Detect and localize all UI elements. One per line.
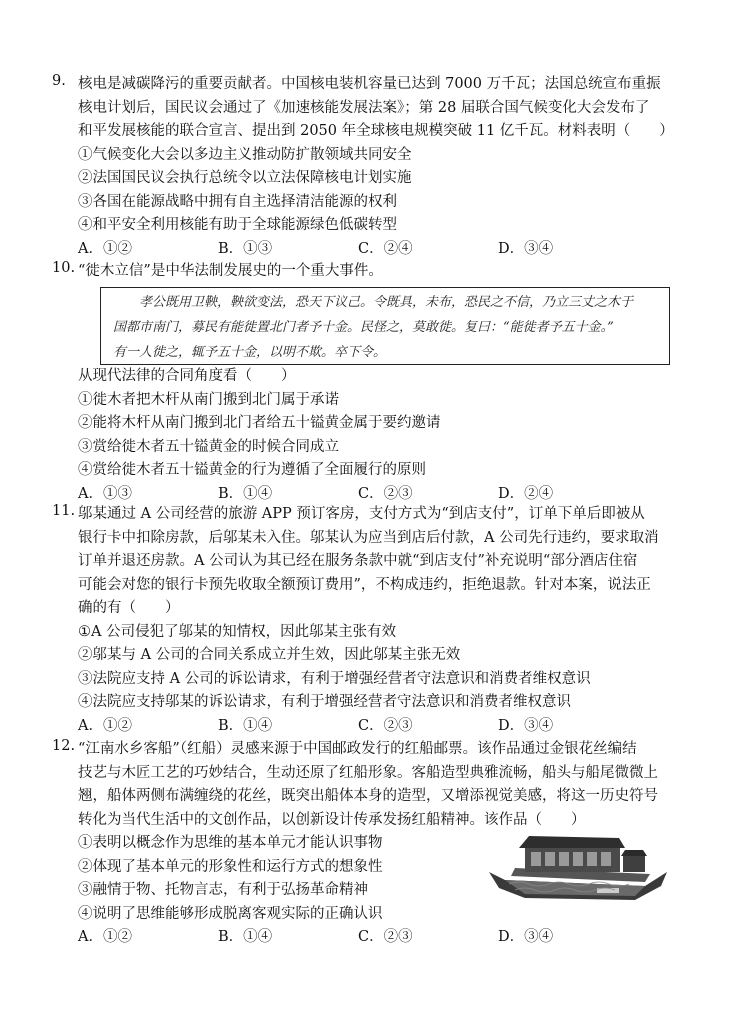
choice-b[interactable]: B．①④ [218, 717, 273, 734]
question-10-body [78, 365, 678, 506]
question-number: 9. [52, 73, 66, 89]
option-3: ③融情于物、托物言志，有利于弘扬革命精神 [78, 882, 368, 898]
stem-line: “徙木立信”是中华法制发展史的一个重大事件。 [78, 263, 383, 279]
question-number: 10. [52, 260, 76, 276]
answer-choices [78, 926, 678, 950]
option-4: ④赏给徙木者五十镒黄金的行为遵循了全面履行的原则 [78, 462, 426, 478]
choice-c[interactable]: C．②③ [358, 485, 413, 502]
option-1: ①气候变化大会以多边主义推动防扩散领域共同安全 [78, 146, 412, 163]
stem-line: 邬某通过 A 公司经营的旅游 APP 预订客房，支付方式为“到店支付”，订单下单后即被从 [78, 506, 645, 522]
choice-a[interactable]: A．①③ [78, 485, 132, 502]
option-3: ③法院应支持 A 公司的诉讼请求，有利于增强经营者守法意识和消费者维权意识 [78, 670, 591, 687]
option-2: ②法国国民议会执行总统令以立法保障核电计划实施 [78, 170, 412, 186]
stem-line: 确的有（ ） [78, 600, 180, 616]
stem-line: 和平发展核能的联合宣言、提出到 2050 年全球核电规模突破 11 亿千瓦。材料表明（ ） [78, 123, 674, 139]
quote-text: 有一人徙之，辄予五十金，以明不欺。卒下令。 [113, 345, 387, 360]
quote-text: 国都市南门，募民有能徙置北门者予十金。民怪之，莫敢徙。复曰：“能徙者予五十金。” [113, 320, 614, 335]
choice-c[interactable]: C．②③ [358, 929, 413, 945]
quote-text: 孝公既用卫鞅，鞅欲变法，恐天下议己。 [139, 295, 374, 310]
quote-text: 令既具，未布，恐民之不信，乃立三丈之木于 [373, 295, 634, 310]
option-3: ③赏给徙木者五十镒黄金的时候合同成立 [78, 438, 339, 455]
option-2: ②邬某与 A 公司的合同关系成立并生效，因此邬某主张无效 [78, 647, 461, 663]
question-10 [52, 260, 678, 284]
stem-line: “江南水乡客船”（红船）灵感来源于中国邮政发行的红船邮票。该作品通过金银花丝编结 [78, 741, 637, 757]
option-2: ②能将木杆从南门搬到北门者给五十镒黄金属于要约邀请 [78, 415, 441, 431]
option-1: ①徙木者把木杆从南门搬到北门属于承诺 [78, 391, 339, 408]
option-3: ③各国在能源战略中拥有自主选择清洁能源的权利 [78, 193, 397, 210]
option-1: ①表明以概念作为思维的基本单元才能认识事物 [78, 835, 383, 851]
choice-c[interactable]: C．②④ [358, 240, 413, 257]
option-2: ②体现了基本单元的形象性和运行方式的想象性 [78, 858, 383, 875]
option-4: ④说明了思维能够形成脱离客观实际的正确认识 [78, 905, 383, 922]
question-11 [52, 503, 678, 738]
choice-d[interactable]: D．②④ [498, 485, 554, 502]
question-number: 11. [52, 503, 76, 519]
stem-line: 核电是减碳降污的重要贡献者。中国核电装机容量已达到 7000 万千瓦；法国总统宣布重振 [78, 76, 661, 92]
choice-d[interactable]: D．③④ [498, 717, 554, 734]
choice-d[interactable]: D．③④ [498, 929, 554, 945]
stem-line: 核电计划后，国民议会通过了《加速核能发展法案》；第 28 届联合国气候变化大会发布了 [78, 99, 650, 116]
answer-choices [78, 715, 678, 739]
stem-line: 技艺与木匠工艺的巧妙结合，生动还原了红船形象。客船造型典雅流畅，船头与船尾微微上 [78, 764, 658, 781]
stem-line: 订单并退还房款。A 公司认为其已经在服务条款中就“到店支付”补充说明“部分酒店住宿 [78, 553, 638, 569]
choice-b[interactable]: B．①③ [218, 240, 273, 257]
question-number: 12. [52, 738, 76, 754]
choice-b[interactable]: B．①④ [218, 929, 273, 945]
stem-line: 可能会对您的银行卡预先收取全额预订费用”，不构成违约，拒绝退款。针对本案，说法正 [78, 576, 651, 593]
stem-line: 银行卡中扣除房款，后邬某未入住。邬某认为应当到店后付款，A 公司先行违约，要求取消 [78, 529, 659, 546]
choice-a[interactable]: A．①② [78, 717, 132, 734]
stem-line: 翘，船体两侧布满缠绕的花丝，既突出船体本身的造型，又增添视觉美感，将这一历史符号 [78, 788, 658, 804]
choice-c[interactable]: C．②③ [358, 717, 413, 734]
quote-box [100, 287, 670, 365]
stem-line: 从现代法律的合同角度看（ ） [78, 368, 296, 384]
stem-line: 转化为当代生活中的文创作品，以创新设计传承发扬红船精神。该作品（ ） [78, 811, 586, 828]
answer-choices [78, 238, 678, 262]
option-4: ④法院应支持邬某的诉讼请求，有利于增强经营者守法意识和消费者维权意识 [78, 694, 571, 710]
boat-illustration-icon [485, 828, 670, 908]
choice-d[interactable]: D．③④ [498, 240, 554, 257]
option-1: ①A 公司侵犯了邬某的知情权，因此邬某主张有效 [78, 623, 397, 640]
choice-a[interactable]: A．①② [78, 240, 132, 257]
choice-a[interactable]: A．①② [78, 929, 132, 945]
choice-b[interactable]: B．①④ [218, 485, 273, 502]
red-boat-image [485, 828, 670, 908]
option-4: ④和平安全利用核能有助于全球能源绿色低碳转型 [78, 217, 397, 233]
question-9 [52, 73, 678, 261]
